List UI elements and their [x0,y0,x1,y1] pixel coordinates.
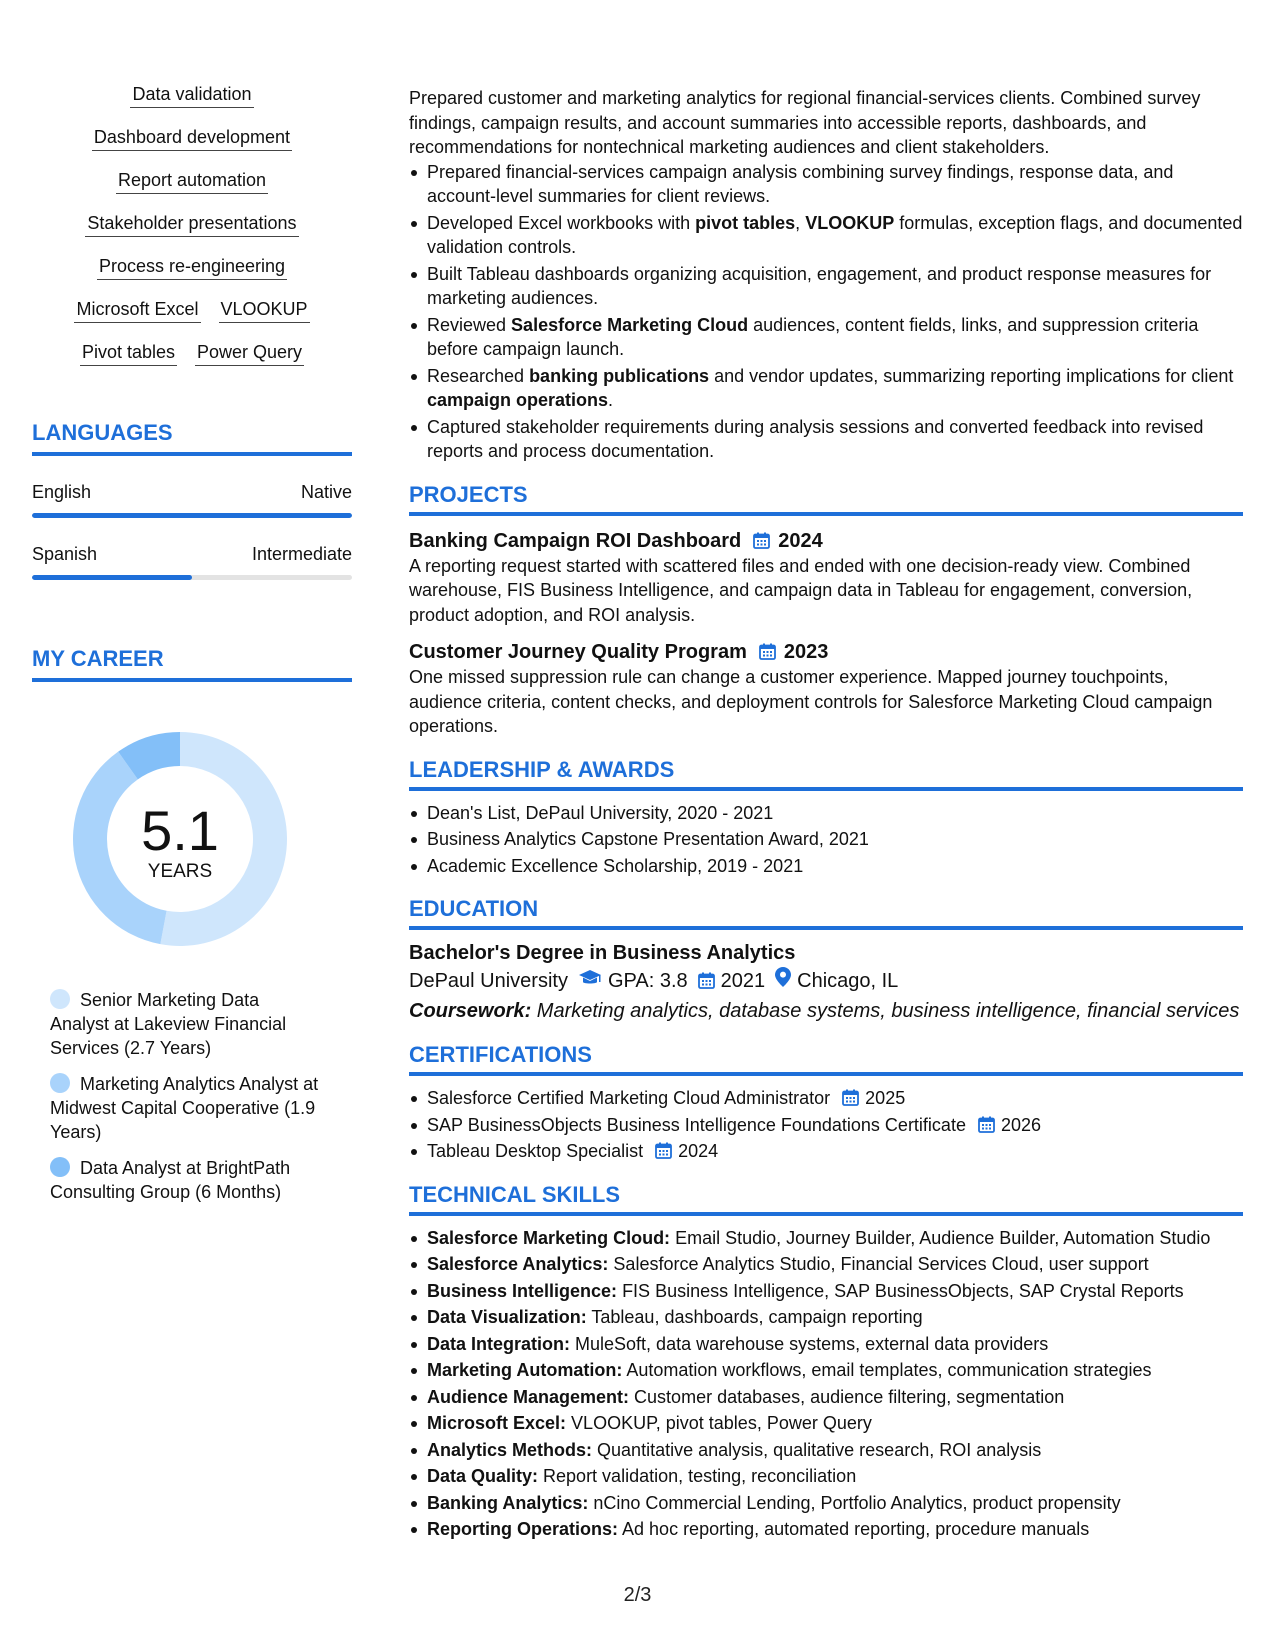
location-pin-icon [775,966,791,996]
skill-category: Data Integration: [427,1333,571,1354]
education-heading: EDUCATION [409,896,1243,930]
award-item: Academic Excellence Scholarship, 2019 - 2021 [427,854,1243,879]
skill-list: Quantitative analysis, qualitative research, ROI analysis [592,1439,1042,1460]
languages-heading: LANGUAGES [32,420,352,456]
project-entry [409,639,1243,739]
language-item [32,542,352,580]
experience-bullet [427,364,1243,413]
experience-bullet [427,415,1243,464]
career-legend [50,988,320,1204]
technical-skill-item [427,1517,1243,1542]
skill-tag-row [32,211,352,237]
skill-tag-row [32,168,352,194]
calendar-icon [842,1088,859,1108]
calendar-icon [753,528,770,554]
right-column [409,86,1243,1544]
experience-bullets [409,160,1243,464]
calendar-icon [759,639,776,665]
award-item: Dean's List, DePaul University, 2020 - 2021 [427,801,1243,826]
skill-category: Data Visualization: [427,1307,587,1327]
experience-summary: Prepared customer and marketing analytics for regional financial-services clients. Combined survey findings, campaign results, and account summaries into accessible reports, dashboards, and recommendations for nontechnical marketing audiences and client stakeholders. [409,88,1201,157]
language-level: Intermediate [251,544,352,564]
skill-list: Ad hoc reporting, automated reporting, procedure manuals [618,1519,1090,1539]
career-item [50,988,320,1060]
donut-center [65,724,295,954]
education-details [409,966,1243,996]
experience-bullet [427,313,1243,362]
skill-list: Customer databases, audience filtering, segmentation [629,1386,1065,1407]
legend-dot-icon [50,1157,70,1177]
skill-tag: Microsoft Excel [74,297,200,323]
certification-name: SAP BusinessObjects Business Intelligence Foundations Certificate [427,1114,966,1135]
skill-tag: Data validation [130,82,253,108]
career-label: Marketing Analytics Analyst at Midwest Capital Cooperative (1.9 Years) [50,1074,319,1142]
skill-tag: Report automation [116,168,268,194]
certification-item [427,1086,1243,1111]
skill-tag-row [32,340,352,366]
skill-category: Data Quality: [427,1466,539,1486]
language-proficiency-bar [32,513,352,518]
skill-tag: Power Query [195,340,304,366]
bullet-text: , [795,212,806,233]
technical-skill-item [427,1279,1243,1304]
bullet-highlight: pivot tables [695,212,796,233]
skill-category: Audience Management: [427,1386,630,1407]
technical-skill-item [427,1305,1243,1330]
skill-list: MuleSoft, data warehouse systems, external data providers [570,1333,1049,1354]
gpa: GPA: 3.8 [607,970,688,992]
skill-tag: Stakeholder presentations [85,211,298,237]
skill-tag: Process re-engineering [97,254,287,280]
page-number: 2/3 [623,1584,652,1606]
career-label: Data Analyst at BrightPath Consulting Group (6 Months) [50,1158,291,1202]
technical-skill-item [427,1332,1243,1357]
project-title-line [409,528,1243,554]
skill-tag-row [32,254,352,280]
bullet-text: Prepared financial-services campaign analysis combining survey findings, response data, and account-level summaries for client reviews. [427,161,1174,206]
certifications-heading: CERTIFICATIONS [409,1042,1243,1076]
certification-item [427,1139,1243,1164]
bullet-highlight: VLOOKUP [805,212,895,233]
language-item [32,480,352,518]
skill-category: Banking Analytics: [427,1492,589,1513]
language-proficiency-bar [32,575,352,580]
projects-heading: PROJECTS [409,482,1243,516]
certification-year: 2025 [865,1088,906,1108]
career-label: Senior Marketing Data Analyst at Lakeview Financial Services (2.7 Years) [50,990,287,1058]
technical-skill-item [427,1358,1243,1383]
project-year: 2023 [783,641,829,663]
project-year: 2024 [778,529,823,552]
technical-skills-list [409,1226,1243,1542]
coursework-text: Marketing analytics, database systems, business intelligence, financial services [531,1000,1240,1022]
calendar-icon [978,1115,995,1135]
skill-tag: VLOOKUP [219,297,310,323]
technical-skill-item [427,1491,1243,1516]
education-entry [409,940,1243,1024]
leadership-list [409,801,1243,879]
coursework-label: Coursework: [409,1000,532,1022]
skill-list: Email Studio, Journey Builder, Audience Builder, Automation Studio [670,1227,1211,1248]
skill-list: Salesforce Analytics Studio, Financial Services Cloud, user support [608,1254,1149,1274]
skill-tag-row [32,125,352,151]
skill-list: Tableau, dashboards, campaign reporting [586,1307,923,1327]
left-column [32,82,352,1216]
skill-list: FIS Business Intelligence, SAP BusinessObjects, SAP Crystal Reports [617,1280,1184,1301]
language-proficiency-fill [32,575,192,580]
project-description: One missed suppression rule can change a customer experience. Mapped journey touchpoints, audience criteria, content checks, and deployment controls for Salesforce Marketing Cloud campaign operations. [409,667,1213,736]
project-title: Banking Campaign ROI Dashboard [409,529,742,552]
bullet-text: Captured stakeholder requirements during analysis sessions and converted feedback into revised reports and process documentation. [427,416,1204,461]
skill-list: nCino Commercial Lending, Portfolio Analytics, product propensity [588,1492,1121,1513]
technical-skill-item [427,1226,1243,1251]
bullet-text: Reviewed [427,314,512,335]
certification-name: Salesforce Certified Marketing Cloud Administrator [427,1088,831,1108]
languages-list [32,480,352,580]
certifications-list [409,1086,1243,1164]
skill-tag: Dashboard development [92,125,292,151]
technical-skills-heading: TECHNICAL SKILLS [409,1182,1243,1216]
technical-skill-item [427,1438,1243,1463]
bullet-text: formulas, exception flags, and documented validation controls. [427,212,1243,257]
coursework [409,998,1243,1024]
language-level: Native [300,482,352,502]
certification-year: 2024 [678,1141,719,1161]
project-entry [409,528,1243,628]
skill-category: Analytics Methods: [427,1439,593,1460]
skill-tags [32,82,352,366]
language-line [32,542,352,566]
graduation-year: 2021 [720,970,766,992]
skill-list: Automation workflows, email templates, communication strategies [622,1360,1152,1380]
language-line [32,480,352,504]
career-donut-chart [65,724,295,954]
technical-skill-item [427,1464,1243,1489]
legend-dot-icon [50,989,70,1009]
experience-bullet [427,262,1243,311]
calendar-icon [655,1141,672,1161]
bullet-text: Developed Excel workbooks with [427,212,696,233]
language-proficiency-fill [32,513,352,518]
bullet-highlight: Salesforce Marketing Cloud [511,314,749,335]
legend-dot-icon [50,1073,70,1093]
bullet-highlight: banking publications [529,365,710,386]
bullet-text: Built Tableau dashboards organizing acquisition, engagement, and product response measures for marketing audiences. [427,263,1212,308]
technical-skill-item [427,1252,1243,1277]
language-name: English [32,482,92,502]
skill-category: Marketing Automation: [427,1360,623,1380]
certification-name: Tableau Desktop Specialist [427,1141,644,1161]
skill-category: Business Intelligence: [427,1280,618,1301]
bullet-text: Researched [427,365,530,386]
career-item [50,1072,320,1144]
experience-bullet [427,211,1243,260]
skill-tag: Pivot tables [80,340,177,366]
project-title-line [409,639,1243,665]
skill-category: Microsoft Excel: [427,1413,567,1433]
leadership-heading: LEADERSHIP & AWARDS [409,757,1243,791]
calendar-icon [698,966,715,996]
career-item [50,1156,320,1204]
skill-category: Salesforce Analytics: [427,1254,609,1274]
projects-list [409,528,1243,739]
bullet-text: and vendor updates, summarizing reporting implications for client [709,365,1234,386]
graduation-cap-icon [578,966,602,996]
skill-category: Reporting Operations: [427,1519,619,1539]
degree-title: Bachelor's Degree in Business Analytics [409,942,796,964]
bullet-highlight: campaign operations [427,390,609,410]
bullet-text: . [608,390,614,410]
language-name: Spanish [32,544,98,564]
school-name: DePaul University [409,970,568,992]
technical-skill-item [427,1411,1243,1436]
project-description: A reporting request started with scattered files and ended with one decision-ready view. Combined warehouse, FIS Business Intelligence, and campaign data in Tableau for engagement, conversion, product adoption, and ROI analysis. [409,555,1193,625]
career-heading: MY CAREER [32,646,352,682]
award-item: Business Analytics Capstone Presentation Award, 2021 [427,827,1243,852]
project-title: Customer Journey Quality Program [409,641,747,663]
career-total-years: 5.1 [141,799,219,862]
skill-tag-row [32,297,352,323]
skill-category: Salesforce Marketing Cloud: [427,1227,671,1248]
career-total-unit: YEARS [147,861,213,882]
technical-skill-item [427,1385,1243,1410]
experience-bullet [427,160,1243,209]
certification-year: 2026 [1000,1114,1042,1135]
skill-tag-row [32,82,352,108]
certification-item [427,1113,1243,1138]
bullet-text: audiences, content fields, links, and suppression criteria before campaign launch. [427,314,1199,359]
school-location: Chicago, IL [797,970,899,992]
skill-list: Report validation, testing, reconciliation [538,1466,857,1486]
skill-list: VLOOKUP, pivot tables, Power Query [566,1413,872,1433]
